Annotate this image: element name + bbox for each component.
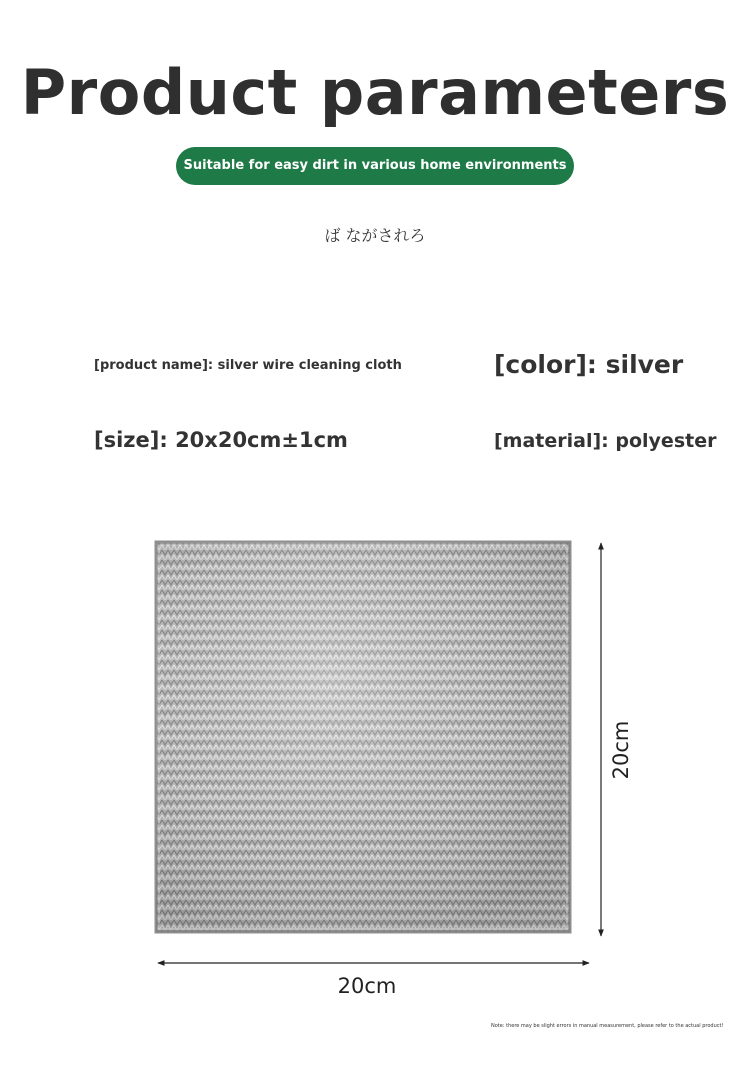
param-product-name: [product name]: silver wire cleaning cloth xyxy=(94,358,402,373)
page-title: Product parameters xyxy=(20,56,730,129)
tagline-badge: Suitable for easy dirt in various home environments xyxy=(176,147,574,185)
param-size: [size]: 20x20cm±1cm xyxy=(94,428,348,452)
cleaning-cloth-image xyxy=(156,542,570,932)
measurement-note: Note: there may be slight errors in manual measurement, please refer to the actual product! xyxy=(491,1023,724,1029)
param-color: [color]: silver xyxy=(494,350,684,379)
param-material: [material]: polyester xyxy=(494,430,717,452)
height-label: 20cm xyxy=(609,720,633,780)
width-label: 20cm xyxy=(337,974,397,998)
subtitle-text: ば ながされろ xyxy=(324,226,426,245)
